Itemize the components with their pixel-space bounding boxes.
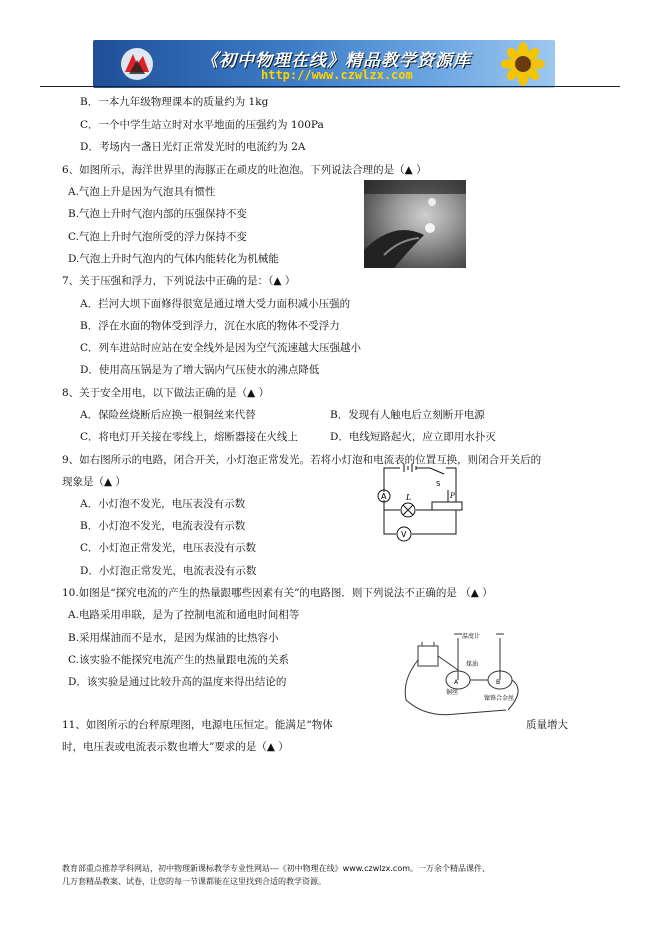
dolphin-bubble-photo [364,180,466,268]
q8-option-b: B．发现有人触电后立刻断开电源 [330,409,485,421]
q9-option-c: C．小灯泡正常发光，电压表没有示数 [80,542,257,554]
q11-stem-part1: 11、如图所示的台秤原理图，电源电压恒定。能满足“物体 [62,719,333,731]
q5-option-c: C．一个中学生站立时对水平地面的压强约为 100Pa [80,119,324,131]
lamp-label: L [406,493,412,502]
dolphin-icon [364,180,466,268]
slider-label: P [450,492,455,500]
voltmeter-label: V [401,530,407,539]
q9-stem-line1: 9、如右图所示的电路，闭合开关，小灯泡正常发光。若将小灯泡和电流表的位置互换，则闭合开关后的 [62,454,542,466]
q6-option-c: C.气泡上升时气泡所受的浮力保持不变 [68,231,247,243]
q7-stem: 7、关于压强和浮力，下列说法中正确的是：（▲ ） [62,275,296,287]
q11-stem-line2: 时，电压表或电流表示数也增大”要求的是（▲ ） [62,741,289,753]
switch-label: S [436,480,441,488]
q10-option-b: B.采用煤油而不是水，是因为煤油的比热容小 [68,632,279,644]
q6-option-d: D.气泡上升时气泡内的气体内能转化为机械能 [68,253,279,265]
q7-option-a: A．拦河大坝下面修得很宽是通过增大受力面积减小压强的 [80,298,351,310]
q10-option-d: D．该实验是通过比较升高的温度来得出结论的 [68,676,287,688]
q6-option-b: B.气泡上升时气泡内部的压强保持不变 [68,208,248,220]
q8-option-d: D．电线短路起火，应立即用水扑灭 [330,431,496,443]
footer-line-2: 几万套精品教案、试卷，让您的每一节课都能在这里找到合适的教学资源。 [62,877,326,886]
q6-stem: 6、如图所示，海洋世界里的海豚正在顽皮的吐泡泡。下列说法合理的是（▲ ） [62,164,427,176]
q9-stem-line2: 现象是（▲ ） [62,476,126,488]
q8-option-a: A．保险丝烧断后应换一根铜丝来代替 [80,409,256,421]
nichrome-wire-label: 镍铬合金丝 [484,695,515,702]
header-divider [40,86,620,87]
q5-option-b: B．一本九年级物理课本的质量约为 1kg [80,96,269,108]
q10-option-a: A.电路采用串联，是为了控制电流和通电时间相等 [68,609,300,621]
q10-option-c: C.该实验不能探究电流产生的热量跟电流的关系 [68,654,289,666]
header-banner [93,40,555,88]
copper-wire-label: 铜丝 [446,689,459,696]
q7-option-d: D．使用高压锅是为了增大锅内气压使水的沸点降低 [80,364,320,376]
q6-option-a: A.气泡上升是因为气泡具有惯性 [68,186,216,198]
banner-title: 《初中物理在线》精品教学资源库 [201,51,471,71]
ammeter-label: A [381,492,387,501]
footer-line-1: 教育部重点推荐学科网站，初中物理新课标教学专业性网站---《初中物理在线》www.czwlzx.com。一万余个精品课件、 [62,864,491,873]
thermometer-label: 温度计 [462,633,481,640]
q10-stem: 10.如图是“探究电流的产生的热量跟哪些因素有关”的电路图．则下列说法不正确的是 （▲ ） [62,587,493,599]
banner-url[interactable]: http://www.czwlzx.com [261,68,413,82]
q10-apparatus-diagram [396,630,536,720]
q11-stem-part2: 质量增大 [526,719,568,731]
page-footer [62,862,490,888]
site-logo-icon [119,46,155,82]
q5-option-d: D．考场内一盏日光灯正常发光时的电流约为 2A [80,141,306,153]
q9-option-b: B．小灯泡不发光，电流表没有示数 [80,520,246,532]
q7-option-c: C．列车进站时应站在安全线外是因为空气流速越大压强越小 [80,342,362,354]
q7-option-b: B．浮在水面的物体受到浮力，沉在水底的物体不受浮力 [80,320,340,332]
q9-option-d: D．小灯泡正常发光，电流表没有示数 [80,565,257,577]
q9-circuit-diagram [370,462,468,548]
flask-b-label: B [496,679,501,686]
kerosene-label: 煤油 [466,661,479,668]
sunflower-icon [497,42,549,86]
q9-option-a: A．小灯泡不发光，电压表没有示数 [80,498,246,510]
q8-option-c: C．将电灯开关接在零线上，熔断器接在火线上 [80,431,299,443]
q8-stem: 8、关于安全用电，以下做法正确的是（▲ ） [62,387,270,399]
flask-a-label: A [454,679,459,686]
